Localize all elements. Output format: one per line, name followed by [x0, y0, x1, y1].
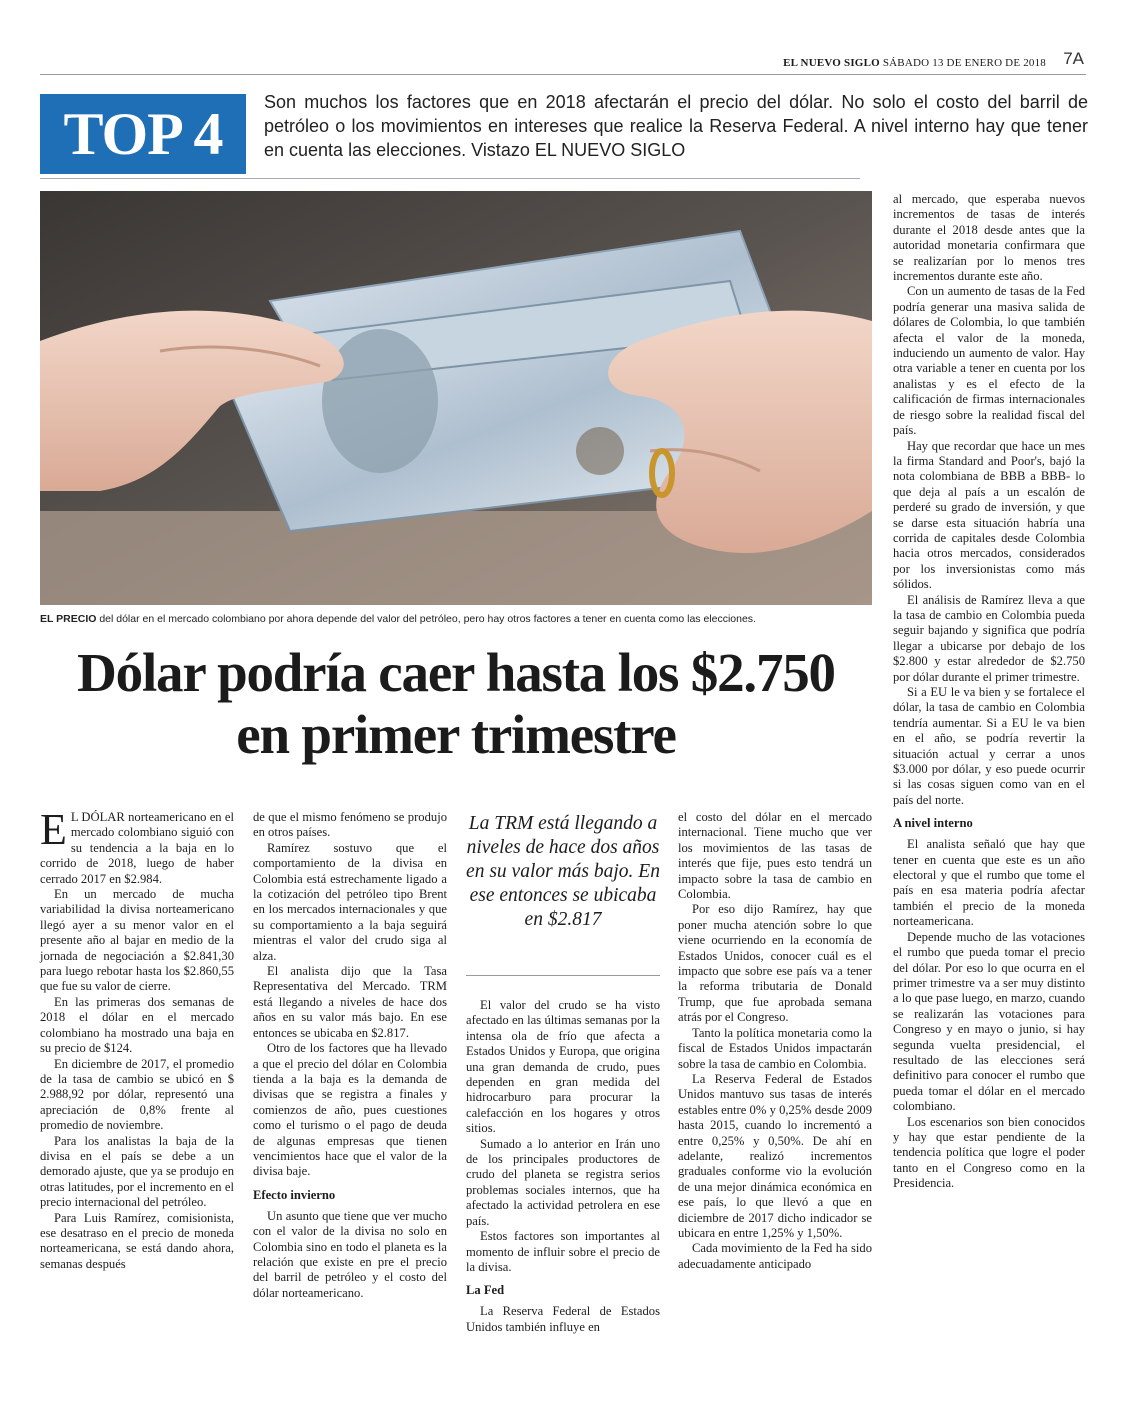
divider [40, 178, 860, 179]
pull-quote-rule [466, 975, 660, 976]
caption-lead: EL PRECIO [40, 613, 97, 625]
paragraph: Los escenarios son bien conocidos y hay que estar pendiente de la tendencia política que logre el poder tanto en el Congreso como en la Presidencia. [893, 1114, 1085, 1191]
paragraph: El valor del crudo se ha visto afectado en las últimas semanas por la intensa ola de frío que afecta a Estados Unidos y Europa, que origina una gran demanda de crudo, pues dependen en gran medida del hidrocarburo para procurar la calefacción en los hogares y otros sitios. [466, 998, 660, 1136]
paragraph: En diciembre de 2017, el promedio de la tasa de cambio se ubicó en $ 2.988,92 por dólar, representó una apreciación de 0,8% frente al promedio de noviembre. [40, 1056, 234, 1133]
section-intro: Son muchos los factores que en 2018 afectarán el precio del dólar. No solo el costo del barril de petróleo o los movimientos en intereses que realice la Reserva Federal. A nivel interno hay que tener en cuenta las elecciones. Vistazo EL NUEVO SIGLO [264, 92, 1088, 160]
subheading: Efecto invierno [253, 1187, 336, 1202]
paragraph: Cada movimiento de la Fed ha sido adecuadamente anticipado [678, 1241, 872, 1271]
paragraph: L DÓLAR norteamericano en el mercado colombiano siguió con su tendencia a la baja en lo corrido de 2018, luego de haber cerrado 2017 en $2.984. [40, 810, 234, 886]
paragraph: el costo del dólar en el mercado internacional. Tiene mucho que ver los movimientos de las tasas de interés que fije, pues esto tendrá un impacto sobre la tasa de cambio en Colombia. [678, 810, 872, 902]
drop-cap: E [40, 805, 67, 854]
paragraph: La Reserva Federal de Estados Unidos mantuvo sus tasas de interés estables entre 0% y 0,25% desde 2009 hasta 2015, cuando lo incrementó a entre 0,25% y 0,50%. De ahí en adelante, realizó incrementos graduales conforme vio la evolución de una mejor dinámica económica en ese país, lo que llevó a que en diciembre de 2017 dicho indicador se ubicara en entre 1,25% y 1,50%. [678, 1071, 872, 1240]
paragraph: Otro de los factores que ha llevado a que el precio del dólar en Colombia tienda a la baja es la demanda de divisas que se registra a finales y comienzos de año, pues cuestiones como el turismo o el pago de deuda de algunas empresas que tienen vencimientos hace que el valor de la divisa baje. [253, 1041, 447, 1179]
article-column-3 [466, 998, 660, 1335]
paragraph: El analista señaló que hay que tener en cuenta que este es un año electoral y que el rumbo que tome el país en esa materia podría afectar también el precio de la moneda norteamericana. [893, 837, 1085, 929]
paragraph: de que el mismo fenómeno se produjo en otros países. [253, 810, 447, 840]
subheading: La Fed [466, 1283, 505, 1298]
headline-line-2: en primer trimestre [236, 704, 676, 765]
pull-quote: La TRM está llegando a niveles de hace dos años en su valor más bajo. En ese entonces se ubicaba en $2.817 [466, 813, 660, 930]
paragraph: Sumado a lo anterior en Irán uno de los principales productores de crudo del planeta se registra serios problemas sociales internos, que ha afectado la actividad petrolera en ese país. [466, 1136, 660, 1228]
subheading: A nivel interno [893, 816, 973, 831]
masthead-info [783, 57, 1046, 69]
article-column-4 [678, 810, 872, 1272]
article-headline [40, 642, 872, 766]
paragraph: Estos factores son importantes al momento de influir sobre el precio de la divisa. [466, 1229, 660, 1274]
article-column-5 [893, 192, 1085, 1192]
paragraph: Depende mucho de las votaciones el rumbo que pueda tomar el precio del dólar. Por eso lo que ocurra en el primer trimestre va a ser muy distinto a lo que pase luego, en marzo, cuando se realizarán las votaciones para Congreso y en mayo o junio, si hay segunda vuelta presidencial, el resultado de las elecciones será definitivo para conocer el rumbo que pueda tomar el dólar en el mercado colombiano. [893, 929, 1085, 1114]
paragraph: Para Luis Ramírez, comisionista, ese desatraso en el precio de moneda norteamericana, se está dando ahora, semanas después [40, 1210, 234, 1271]
page-number: 7A [1063, 49, 1084, 68]
paragraph: Para los analistas la baja de la divisa en el país se debe a un demorado ajuste, que ya se produjo en otras latitudes, por el incremento en el precio internacional del petróleo. [40, 1133, 234, 1210]
article-column-1 [40, 805, 234, 1272]
article-column-2 [253, 810, 447, 1301]
masthead [40, 49, 1086, 75]
paragraph: Un asunto que tiene que ver mucho con el valor de la divisa no solo en Colombia sino en todo el planeta es la relación que existe en pre el precio del barril de petróleo y el costo del dólar norteamericano. [253, 1208, 447, 1300]
caption-text: del dólar en el mercado colombiano por ahora depende del valor del petróleo, pero hay otros factores a tener en cuenta como las elecciones. [96, 613, 756, 625]
paragraph: Si a EU le va bien y se fortalece el dólar, la tasa de cambio en Colombia tendría aumentar. Si a EU le va bien en el año, se podría revertir la situación actual y cerrar a unos $3.000 por dólar, y eso puede ocurrir si las cosas siguen como van en el país del norte. [893, 685, 1085, 807]
paragraph: Ramírez sostuvo que el comportamiento de la divisa en Colombia está estrechamente ligado a la cotización del petróleo tipo Brent en los mercados internacionales y que su comportamiento a la baja seguirá mientras el valor del crudo siga al alza. [253, 840, 447, 963]
paragraph: El analista dijo que la Tasa Representativa del Mercado. TRM está llegando a niveles de hace dos años en su valor más bajo. En ese entonces se ubicaba en $2.817. [253, 964, 447, 1040]
issue-date: SÁBADO 13 DE ENERO DE 2018 [882, 57, 1046, 69]
paragraph: Por eso dijo Ramírez, hay que poner mucha atención sobre lo que viene ocurriendo en la economía de Estados Unidos, conocer cuál es el impacto que sobre ese país va a tener la reforma tributaria de Donald Trump, que fue aprobada semana atrás por el Congreso. [678, 902, 872, 1025]
paragraph: Tanto la política monetaria como la fiscal de Estados Unidos impactarán sobre la tasa de cambio en Colombia. [678, 1025, 872, 1071]
paragraph: al mercado, que esperaba nuevos incrementos de tasas de interés durante el 2018 desde antes que la autoridad monetaria confirmara que se realizarían por lo menos tres incrementos durante este año. [893, 192, 1085, 284]
paragraph: Hay que recordar que hace un mes la firma Standard and Poor's, bajó la nota colombiana de BBB a BBB- lo que deja al país a un escalón de perderé su grado de inversión, y que se darse esta situación habría una corrida de capitales desde Colombia hacia otros mercados, considerados por los inversionistas como más sólidos. [893, 438, 1085, 592]
dollar-bills-photo [40, 191, 872, 605]
newspaper-name: EL NUEVO SIGLO [783, 57, 880, 69]
paragraph: La Reserva Federal de Estados Unidos también influye en [466, 1304, 660, 1334]
headline-line-1: Dólar podría caer hasta los $2.750 [77, 642, 835, 703]
section-label: TOP 4 [40, 94, 246, 174]
paragraph: En las primeras dos semanas de 2018 el dólar en el mercado colombiano ha mostrado una baja en su precio de $124. [40, 994, 234, 1056]
paragraph: En un mercado de mucha variabilidad la divisa norteamericano llegó ayer a su menor valor en el presente año al bajar en medio de la jornada de negociación a $2.841,30 para luego rebotar hasta los $2.860,55 que fue su valor de cierre. [40, 887, 234, 994]
paragraph: Con un aumento de tasas de la Fed podría generar una masiva salida de dólares de Colombia, lo que también afecta el valor de la moneda, induciendo un aumento de valor. Hay otra variable a tener en cuenta por los analistas y es el efecto de la calificación de firmas internacionales de riesgo sobre la realidad fiscal del país. [893, 284, 1085, 438]
photo-caption [40, 613, 872, 625]
paragraph: El análisis de Ramírez lleva a que la tasa de cambio en Colombia pueda seguir bajando y significa que podría llegar a ubicarse por debajo de los $2.800 y estar alrededor de $2.750 por dólar durante el primer trimestre. [893, 592, 1085, 684]
